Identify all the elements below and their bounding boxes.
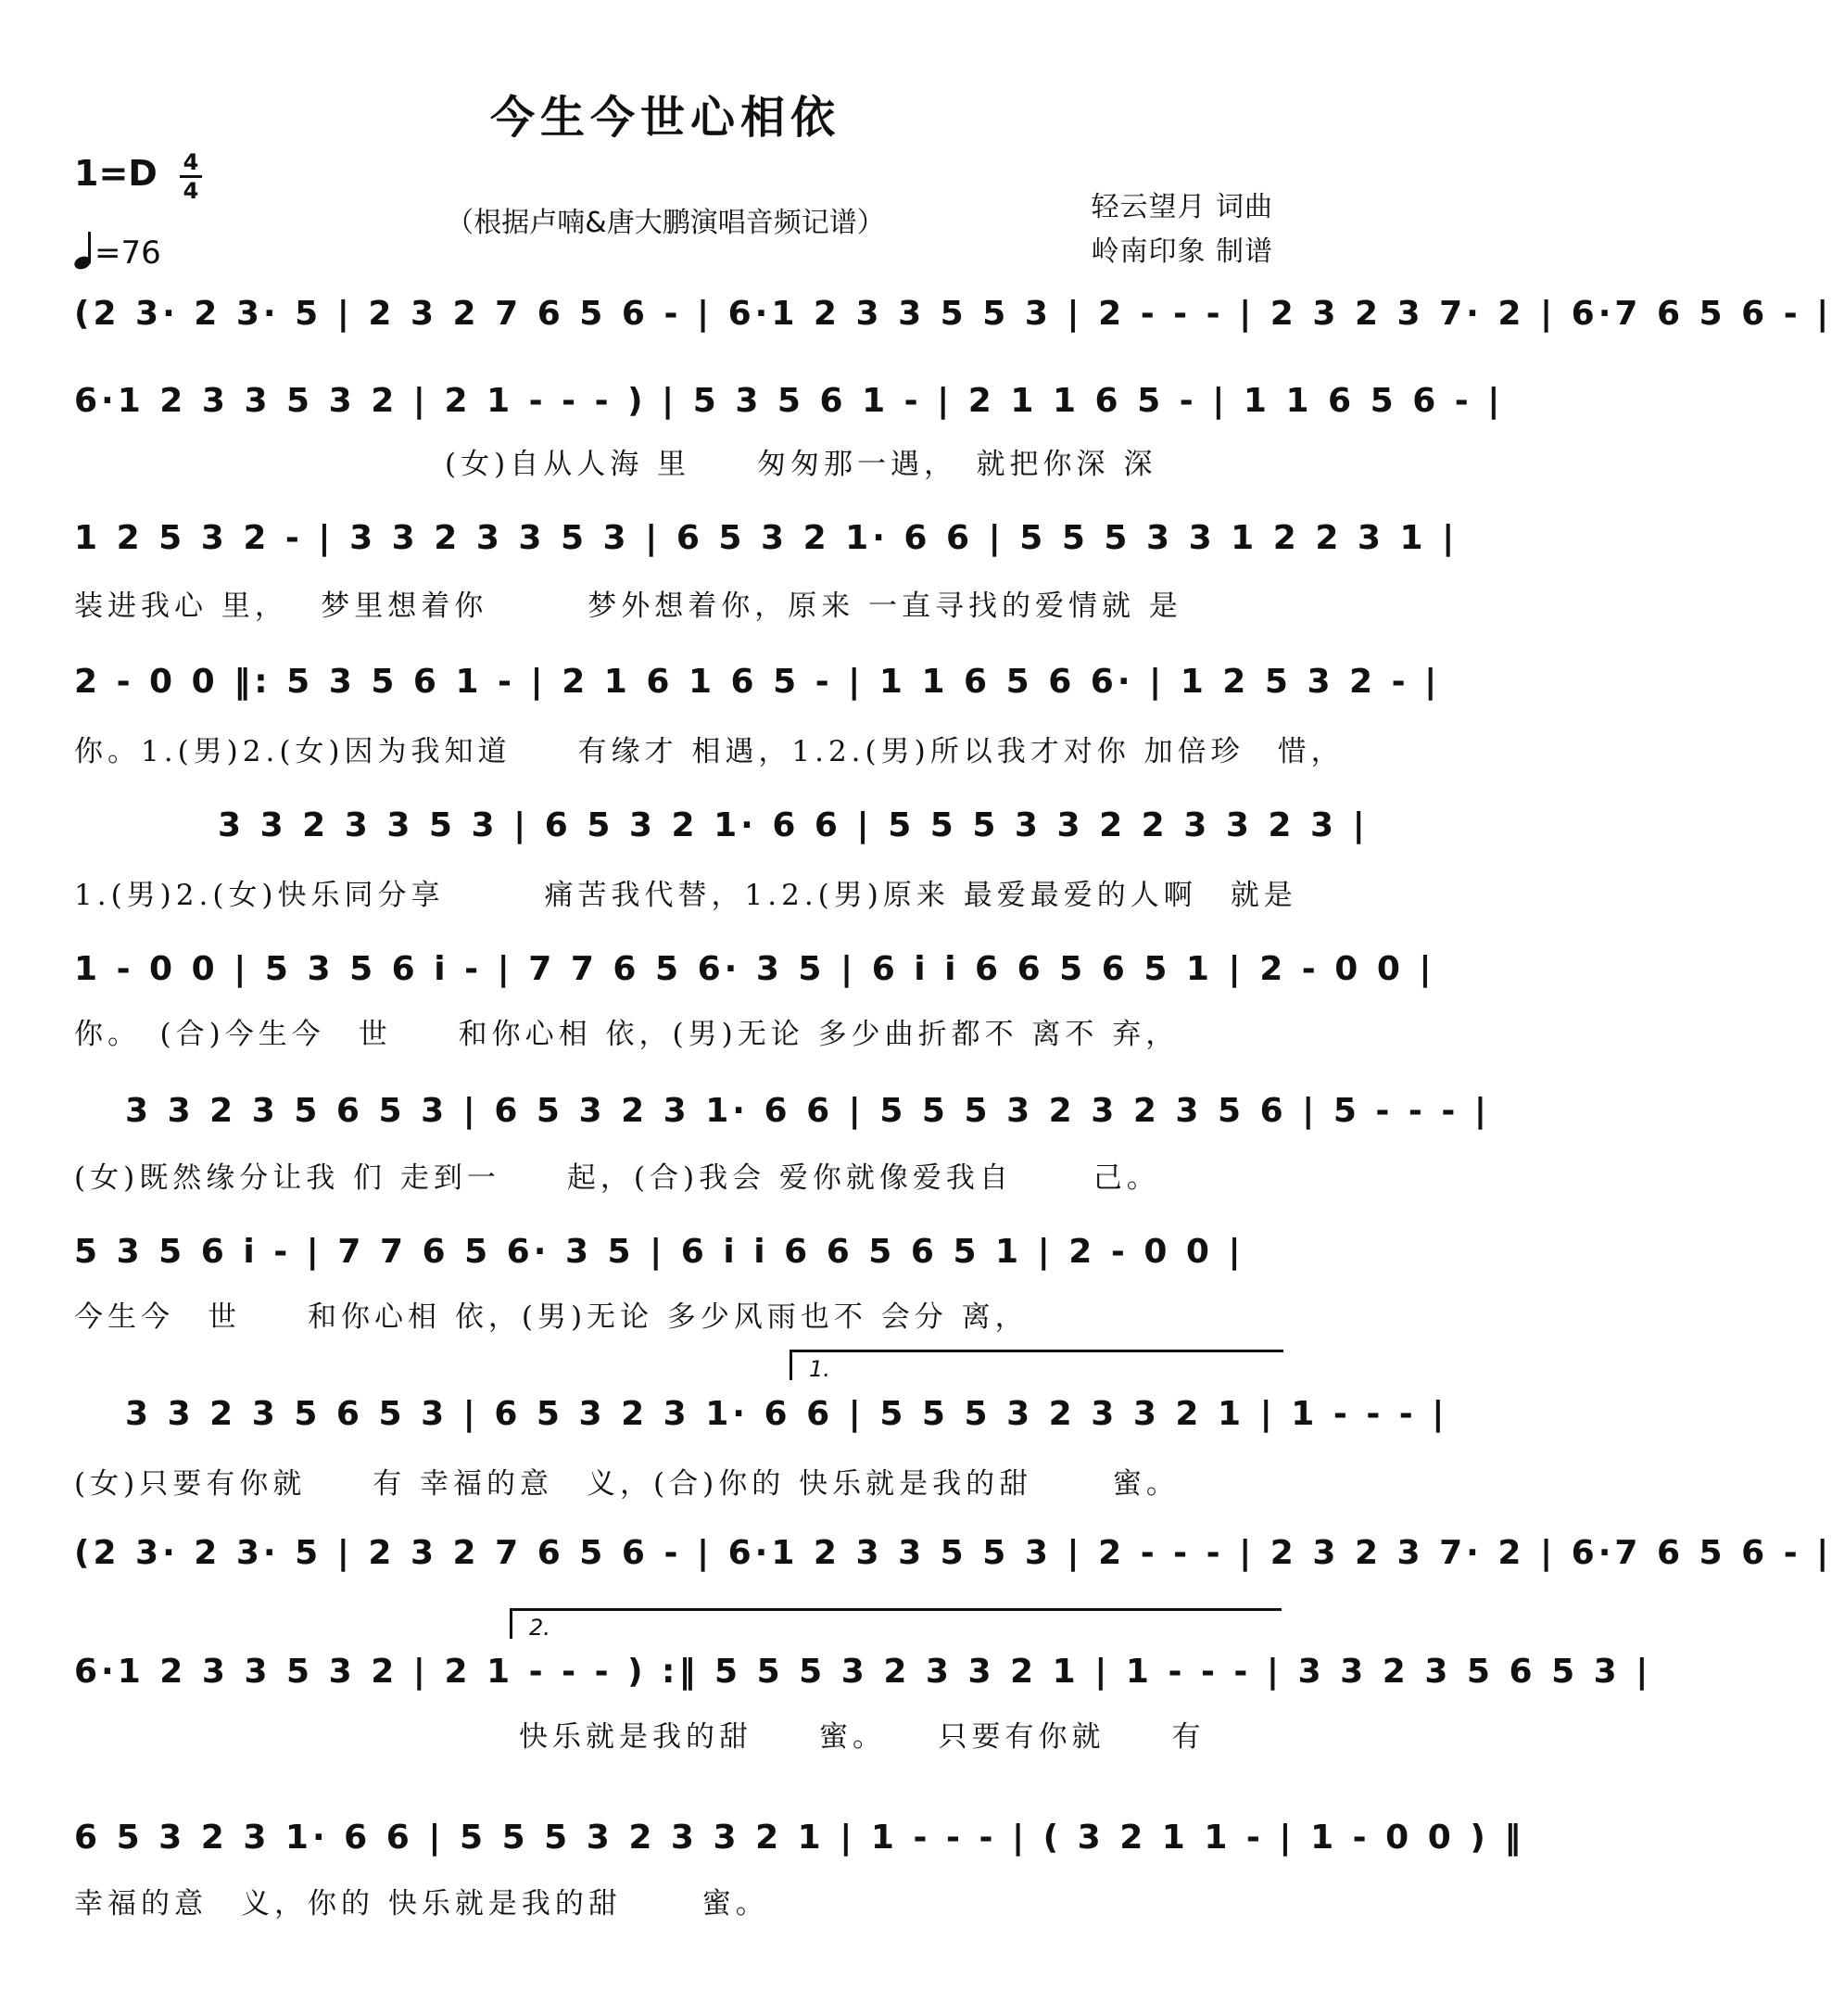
notation-line-4: 2 - 0 0 ‖: 5 3 5 6 1 - | 2 1 6 1 6 5 - | 1 1 6 5 6 6· | 1 2 5 3 2 - | xyxy=(74,663,1441,701)
credit-arranger: 岭南印象 制谱 xyxy=(1091,235,1273,268)
lyric-line-8: (女)只要有你就 有 幸福的意 义，(合)你的 快乐就是我的甜 蜜。 xyxy=(74,1467,1180,1501)
notation-line-11: 6·1 2 3 3 5 3 2 | 2 1 - - - ) :‖ 5 5 5 3 2 3 3 2 1 | 1 - - - | 3 3 2 3 5 6 5 3 | xyxy=(74,1653,1652,1691)
lyric-line-6: (女)既然缘分让我 们 走到一 起，(合)我会 爱你就像爱我自 己。 xyxy=(74,1161,1160,1195)
notation-line-6: 1 - 0 0 | 5 3 5 6 i - | 7 7 6 5 6· 3 5 | 6 i i 6 6 5 6 5 1 | 2 - 0 0 | xyxy=(74,950,1435,988)
lyric-line-3: 你。1.(男)2.(女)因为我知道 有缘才 相遇，1.2.(男)所以我才对你 加倍珍 惜， xyxy=(74,735,1345,768)
notation-line-7: 3 3 2 3 5 6 5 3 | 6 5 3 2 3 1· 6 6 | 5 5 5 3 2 3 2 3 5 6 | 5 - - - | xyxy=(125,1092,1491,1130)
notation-line-2: 6·1 2 3 3 5 3 2 | 2 1 - - - ) | 5 3 5 6 1 - | 2 1 1 6 5 - | 1 1 6 5 6 - | xyxy=(74,382,1504,420)
notation-line-12: 6 5 3 2 3 1· 6 6 | 5 5 5 3 2 3 3 2 1 | 1 - - - | ( 3 2 1 1 - | 1 - 0 0 ) ‖ xyxy=(74,1819,1525,1857)
volta-1-bracket: 1. xyxy=(790,1350,1283,1380)
lyric-line-7: 今生今 世 和你心相 依，(男)无论 多少风雨也不 会分 离， xyxy=(74,1300,1029,1334)
volta-2-bracket: 2. xyxy=(510,1608,1282,1639)
notation-line-3: 1 2 5 3 2 - | 3 3 2 3 3 5 3 | 6 5 3 2 1· 6 6 | 5 5 5 3 3 1 2 2 3 1 | xyxy=(74,519,1459,557)
time-signature: 4 4 xyxy=(178,150,204,203)
notation-line-1: (2 3· 2 3· 5 | 2 3 2 7 6 5 6 - | 6·1 2 3 3 5 5 3 | 2 - - - | 2 3 2 3 7· 2 | 6·7 6 5 6 - | xyxy=(74,295,1832,333)
lyric-line-10: 幸福的意 义，你的 快乐就是我的甜 蜜。 xyxy=(74,1887,769,1921)
lyric-line-4: 1.(男)2.(女)快乐同分享 痛苦我代替，1.2.(男)原来 最爱最爱的人啊 就是 xyxy=(74,879,1297,912)
subtitle: （根据卢喃&唐大鹏演唱音频记谱） xyxy=(446,207,885,239)
tempo-marking: =76 xyxy=(74,232,161,272)
lyric-line-1: (女)自从人海 里 匆匆那一遇， 就把你深 深 xyxy=(445,448,1157,481)
notation-line-5: 3 3 2 3 3 5 3 | 6 5 3 2 1· 6 6 | 5 5 5 3 3 2 2 3 3 2 3 | xyxy=(218,806,1369,844)
notation-line-8: 5 3 5 6 i - | 7 7 6 5 6· 3 5 | 6 i i 6 6 5 6 5 1 | 2 - 0 0 | xyxy=(74,1233,1244,1271)
notation-line-9: 3 3 2 3 5 6 5 3 | 6 5 3 2 3 1· 6 6 | 5 5 5 3 2 3 3 2 1 | 1 - - - | xyxy=(125,1395,1448,1433)
lyric-line-9: 快乐就是我的甜 蜜。 只要有你就 有 xyxy=(519,1720,1206,1754)
credit-lyricist-composer: 轻云望月 词曲 xyxy=(1091,191,1273,223)
song-title: 今生今世心相依 xyxy=(489,92,840,144)
lyric-line-2: 装进我心 里， 梦里想着你 梦外想着你，原来 一直寻找的爱情就 是 xyxy=(74,590,1182,623)
key-signature: 1=D xyxy=(74,153,158,194)
notation-line-10: (2 3· 2 3· 5 | 2 3 2 7 6 5 6 - | 6·1 2 3 3 5 5 3 | 2 - - - | 2 3 2 3 7· 2 | 6·7 6 5 6 - | xyxy=(74,1534,1832,1572)
lyric-line-5: 你。 (合)今生今 世 和你心相 依，(男)无论 多少曲折都不 离不 弃， xyxy=(74,1018,1180,1051)
